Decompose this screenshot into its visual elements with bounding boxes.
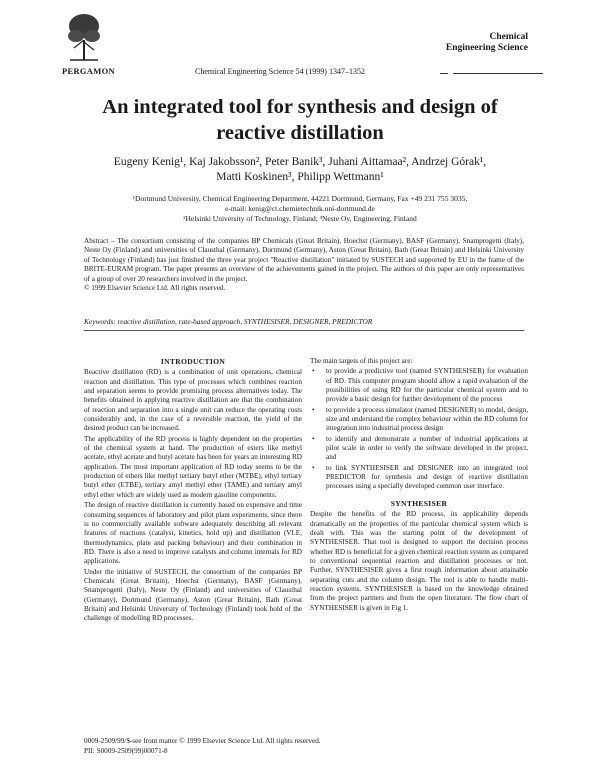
affiliation-line1: ¹Dortmund University, Chemical Engineering Department, 44221 Dortmund, Germany, Fax +49 231 755 3035, [132, 194, 468, 203]
affiliations [40, 194, 560, 224]
list-item: • to provide a process simulator (named DESIGNER) to model, design, size and understand the complex behaviour within the RD column for integration into industrial process design [310, 406, 528, 434]
header-rule-left [440, 73, 448, 74]
affiliation-line2: e-mail: kenig@ct.chemietechnik.uni-dortmund.de [225, 204, 375, 213]
authors [40, 155, 560, 185]
abstract-text: Abstract – The consortium consisting of the companies BP Chemicals (Great Britain), Hoechst (Germany), BASF (Germany), Snamprogetti (Italy), Neste Oy (Finland) and universities of Clausthal (Germany), Dortmund (Germany), Aston (Great Britain), Bath (Great Britain) and Helsinki University of Technology (Finland) has just finished the three year project "Reactive distillation" initiated by SUSTECH and supported by EU in the frame of the BRITE-EURAM program. The paper presents an overview of the achievements gained in the project. The authors of this paper are only representatives of a group of over 20 researchers involved in the project. [84, 237, 524, 283]
abstract-copyright: © 1999 Elsevier Science Ltd. All rights reserved. [84, 284, 226, 293]
list-item: • to provide a predictive tool (named SYNTHESISER) for evaluation of RD. This computer program should allow a rapid evaluation of the possibilities of using RD for the particular chemical system and to provide a basic design for further development of the process [310, 367, 528, 404]
title-line2: reactive distillation [216, 122, 384, 144]
footer-pii: PII: S0009-2509(99)00071-8 [84, 747, 168, 755]
targets-lead: The main targets of this project are: [310, 357, 413, 365]
section-divider [84, 330, 524, 331]
paper-title [40, 94, 560, 146]
intro-paragraph-3: The design of reactive distillation is currently based on expensive and time consuming sequences of laboratory and pilot plant experiments, since there is no commercially available software adequately describing all relevant features of reactions (catalyst, kinetics, hold up) and distillation (VLE, thermodynamics, plate and packing behaviour) and their combination in RD. There is also a need to improve catalysts and column internals for RD applications. [84, 501, 302, 566]
left-column [84, 357, 302, 625]
abstract [84, 237, 524, 293]
journal-name-line1: Chemical [489, 32, 528, 42]
header-rule [453, 73, 543, 74]
publisher-logo-icon [64, 10, 104, 64]
journal-citation: Chemical Engineering Science 54 (1999) 1347–1352 [195, 67, 365, 76]
list-item: • to link SYNTHESISER and DESIGNER into an integrated tool PREDICTOR for synthesis and design of reactive distillation processes using a specially developed common user interface. [310, 464, 528, 492]
footer-copyright: 0009-2509/99/$-see front matter © 1999 Elsevier Science Ltd. All rights reserved. [84, 737, 321, 745]
list-item: • to identify and demonstrate a number of industrial applications at pilot scale in order to verify the software developed in the project, and [310, 435, 528, 463]
affiliation-line3: ²Helsinki University of Technology, Finland; ³Neste Oy, Engineering, Finland [183, 214, 417, 223]
authors-line1: Eugeny Kenig¹, Kaj Jakobsson², Peter Banik³, Juhani Aittamaa², Andrzej Górak¹, [113, 156, 487, 168]
synthesiser-heading: SYNTHESISER [390, 498, 448, 508]
footer [84, 736, 321, 756]
intro-paragraph-1: Reactive distillation (RD) is a combination of unit operations, chemical reaction and distillation. This type of processes which combines reaction and separation seems to provide promising process alternatives today. The benefits obtained in applying reactive distillation are that the combination of reaction and separation into a single unit can reduce the operating costs considerably and, in the case of a reversible reaction, the yield of the desired product can be increased. [84, 368, 302, 433]
publisher-name: PERGAMON [62, 66, 115, 76]
targets-list [310, 367, 528, 491]
journal-name-line2: Engineering Science [445, 43, 528, 53]
intro-heading: INTRODUCTION [160, 357, 226, 366]
authors-line2: Matti Koskinen³, Philipp Wettmann¹ [216, 171, 384, 183]
intro-paragraph-2: The applicability of the RD process is highly dependent on the properties of the chemical system at hand. The production of esters like methyl acetate, ethyl acetate and butyl acetate has been for years an interesting RD application. The most important application of RD today seems to be the production of ethers like methyl tertiary butyl ether (MTBE), ethyl tertiary butyl ether (ETBE), tertiary amyl methyl ether (TAME) and tertiary amyl ethyl ether which are widely used as modern gasoline components. [84, 434, 302, 499]
intro-paragraph-4: Under the initiative of SUSTECH, the consortium of the companies BP Chemicals (Great Britain), Hoechst (Germany), BASF (Germany), Snamprogetti (Italy), Neste Oy (Finland) and universities of Clausthal (Germany), Dortmund (Germany), Aston (Great Britain), Bath (Great Britain) and Helsinki University of Technology (Finland) took hold of the challenge of modelling RD processes. [84, 567, 302, 623]
right-column [310, 357, 528, 614]
keywords: Keywords: reactive distillation, rate-based approach, SYNTHESISER, DESIGNER, PREDICTOR [84, 317, 373, 326]
journal-name [446, 32, 528, 54]
title-line1: An integrated tool for synthesis and design of [102, 96, 498, 118]
synthesiser-paragraph: Despite the benefits of the RD process, its applicability depends dramatically on the properties of the particular chemical system which is dealt with. This was the starting point of the development of SYNTHESISER. That tool is designed to support the decision process whether RD is beneficial for a given chemical reaction system as compared to conventional sequential reaction and distillation processes or not. Further, SYNTHESISER gives a first rough information about attainable separating cuts and the column design. The tool is able to handle multi-reaction systems. SYNTHESISER is based on the knowledge obtained from the project partners and from the open literature. The flow chart of SYNTHESISER is given in Fig 1. [310, 510, 528, 612]
